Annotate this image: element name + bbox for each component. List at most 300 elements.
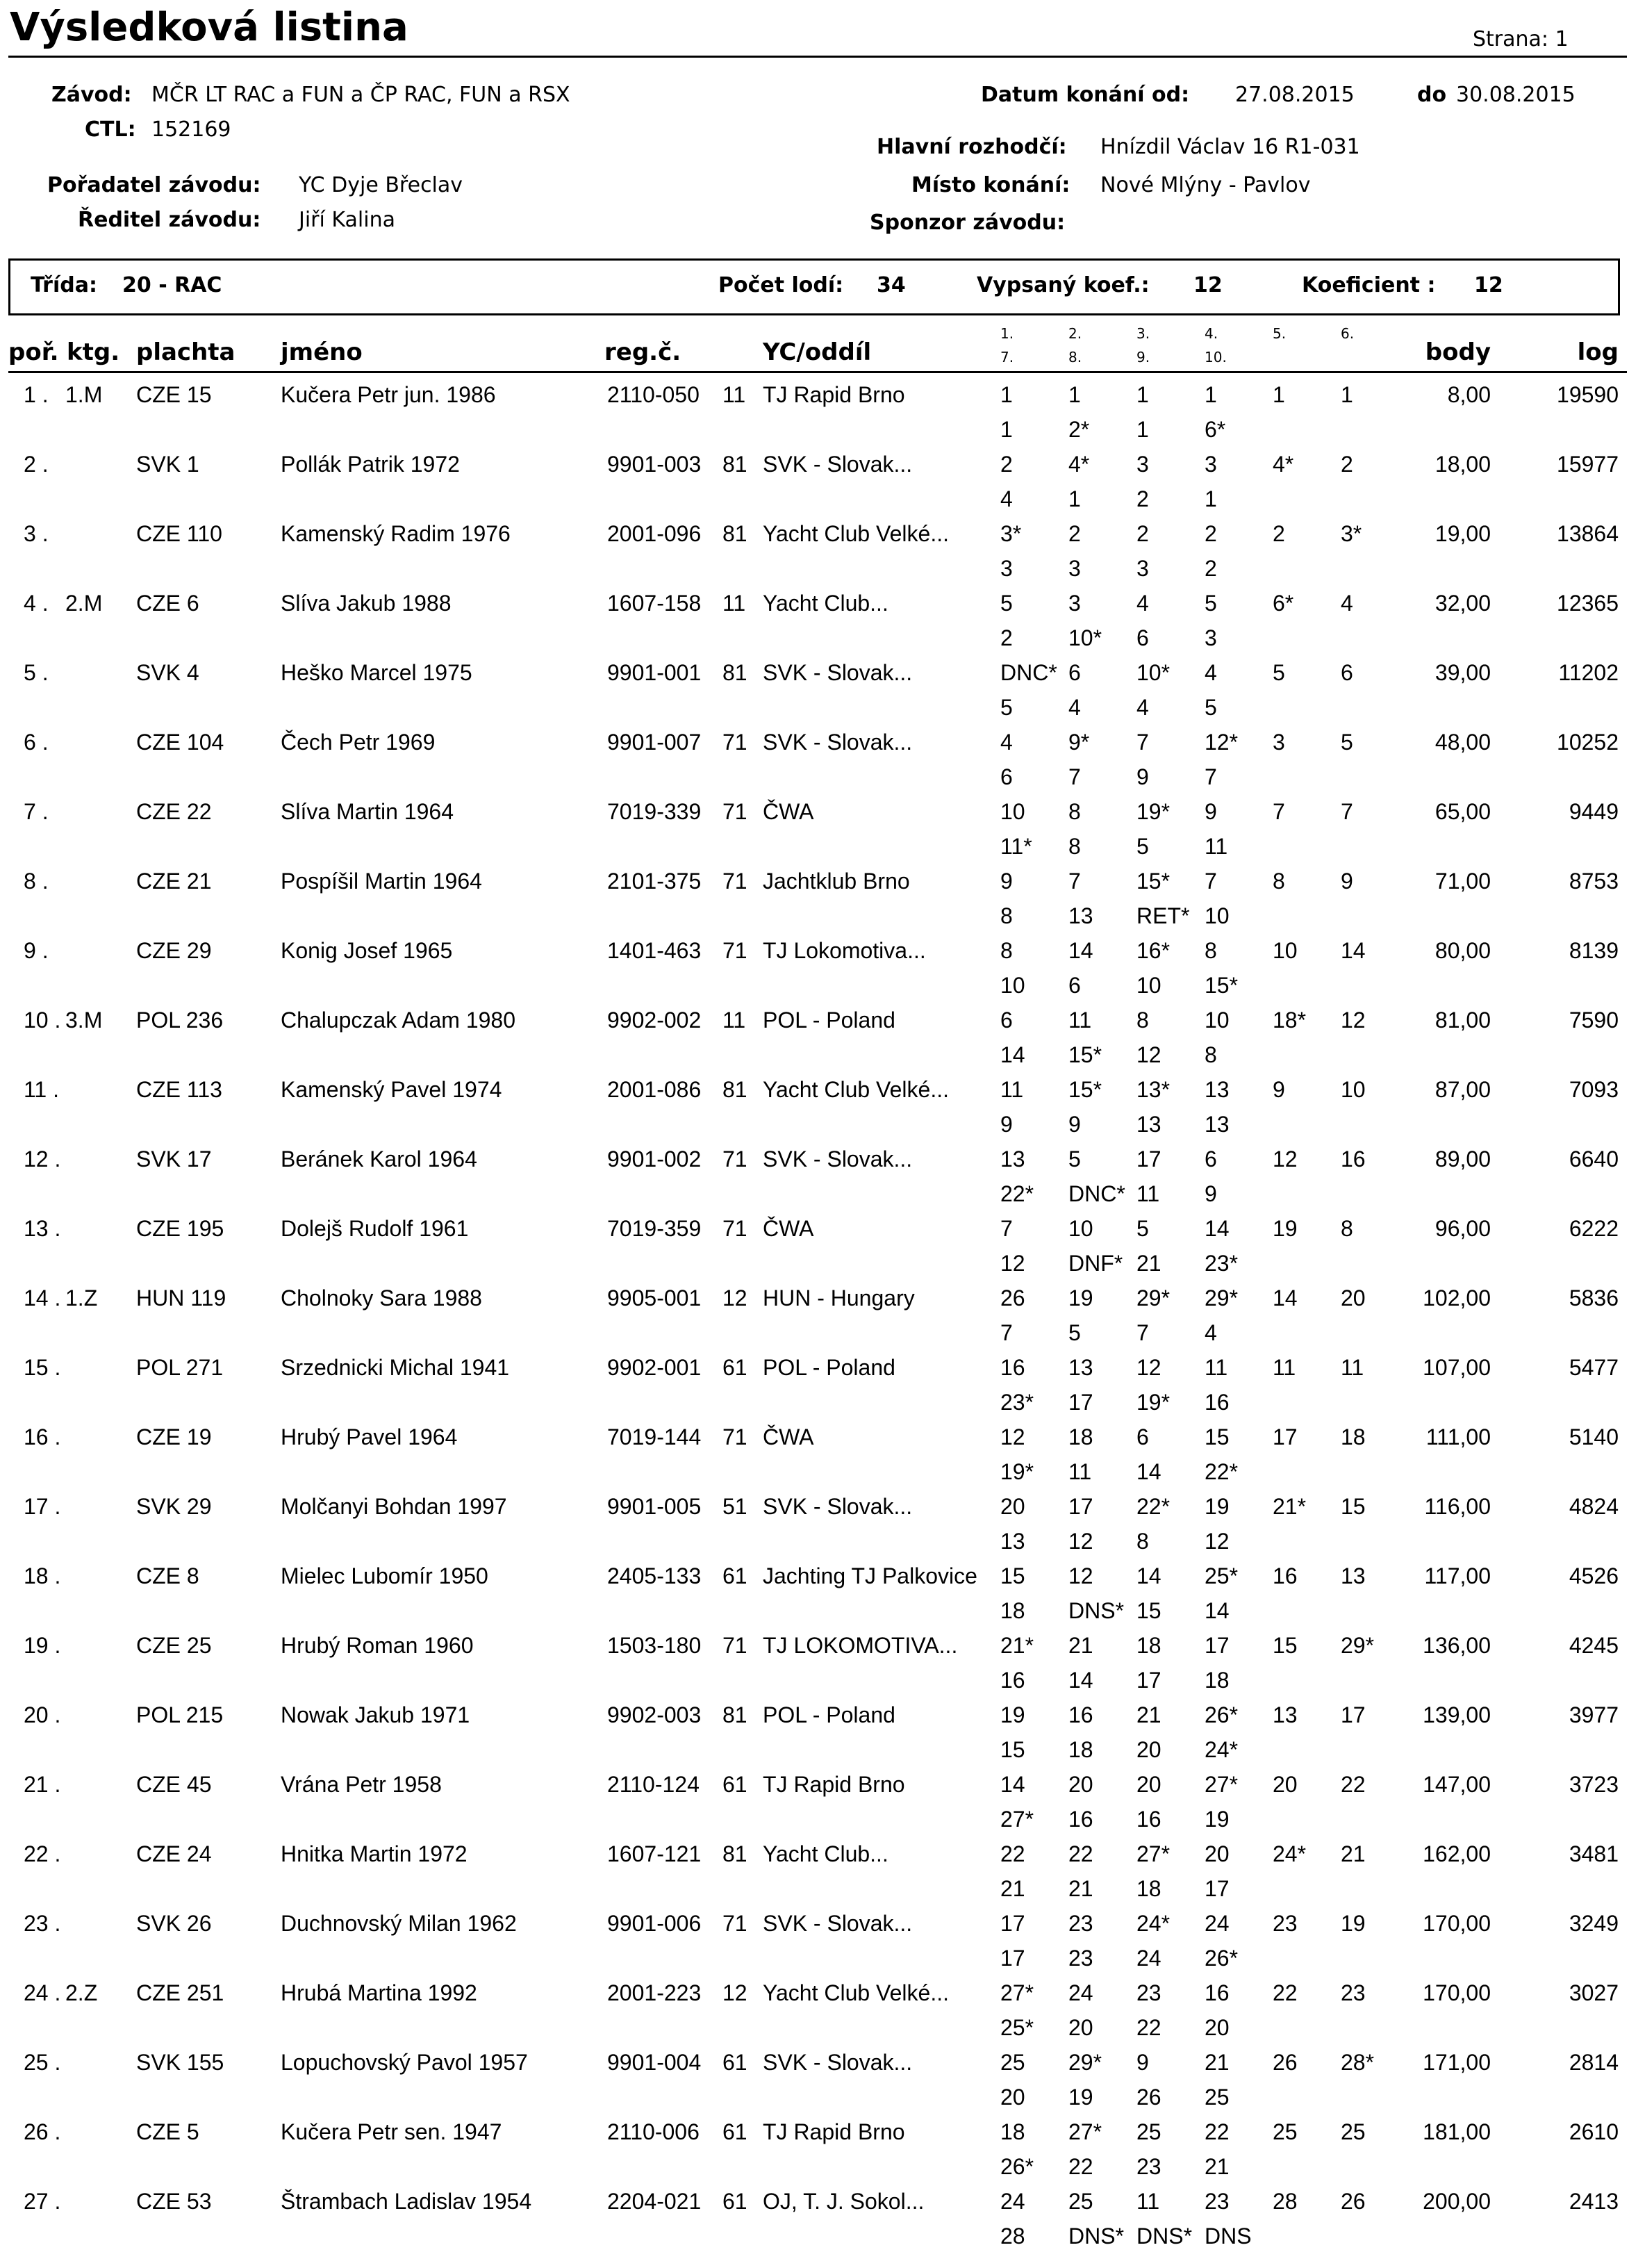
race-result-cell: 21 [1068, 1876, 1093, 1901]
club-code-cell: 81 [722, 1841, 747, 1866]
race-result-cell: 3* [1000, 521, 1022, 546]
club-cell: SVK - Slovak... [763, 660, 913, 685]
race-result-cell: 2 [1000, 452, 1013, 477]
col-header-name: jméno [281, 338, 363, 366]
race-result-cell: 22* [1136, 1494, 1171, 1519]
race-result-cell: 20 [1205, 1841, 1230, 1866]
sail-number-cell: CZE 110 [136, 521, 222, 546]
col-header-club: YC/oddíl [763, 338, 872, 366]
points-cell: 117,00 [1424, 1563, 1491, 1588]
rank-cell: 7 . [24, 799, 49, 824]
race-result-cell: 6* [1273, 591, 1294, 616]
race-result-cell: 29* [1205, 1285, 1239, 1310]
sail-number-cell: CZE 53 [136, 2189, 212, 2214]
sailor-name-cell: Pospíšil Martin 1964 [281, 869, 482, 894]
race-result-cell: 9* [1068, 730, 1090, 755]
sail-number-cell: CZE 5 [136, 2119, 199, 2144]
registration-cell: 7019-339 [607, 799, 702, 824]
registration-cell: 2001-096 [607, 521, 702, 546]
race-result-cell: 5 [1341, 730, 1353, 755]
race-result-cell: 9 [1000, 1112, 1013, 1137]
club-code-cell: 12 [722, 1980, 747, 2005]
race-result-cell: 12 [1341, 1008, 1366, 1033]
rank-cell: 18 . [24, 1563, 61, 1588]
club-cell: TJ Rapid Brno [763, 1772, 905, 1797]
race-result-cell: 13 [1000, 1529, 1025, 1554]
club-code-cell: 71 [722, 938, 747, 963]
registration-cell: 1401-463 [607, 938, 702, 963]
log-cell: 11202 [1558, 660, 1619, 685]
table-row [0, 1495, 1629, 1565]
race-result-cell: 8 [1205, 938, 1217, 963]
race-result-cell: 8 [1136, 1529, 1149, 1554]
race-result-cell: 2 [1136, 521, 1149, 546]
race-result-cell: 12 [1136, 1042, 1161, 1067]
race-result-cell: 11* [1000, 834, 1032, 859]
sailor-name-cell: Kamenský Pavel 1974 [281, 1077, 502, 1102]
table-row [0, 731, 1629, 800]
club-cell: Yacht Club... [763, 1841, 888, 1866]
race-header-1: 1. [1000, 325, 1014, 342]
race-result-cell: 23 [1273, 1911, 1298, 1936]
race-result-cell: 23* [1205, 1251, 1239, 1276]
log-cell: 3977 [1569, 1702, 1619, 1727]
table-row [0, 1565, 1629, 1634]
registration-cell: 9901-006 [607, 1911, 702, 1936]
club-code-cell: 61 [722, 2119, 747, 2144]
club-code-cell: 81 [722, 660, 747, 685]
race-result-cell: 3 [1205, 452, 1217, 477]
table-row [0, 870, 1629, 939]
sail-number-cell: SVK 17 [136, 1147, 212, 1172]
sailor-name-cell: Dolejš Rudolf 1961 [281, 1216, 469, 1241]
datum-do-label: do [1417, 83, 1447, 107]
koef-value: 12 [1474, 273, 1503, 297]
table-row [0, 2121, 1629, 2190]
rank-cell: 16 . [24, 1424, 61, 1449]
race-result-cell: 1 [1068, 486, 1081, 511]
col-header-log: log [1577, 338, 1619, 366]
sail-number-cell: CZE 22 [136, 799, 212, 824]
race-result-cell: 4* [1068, 452, 1090, 477]
race-result-cell: 3 [1068, 591, 1081, 616]
race-result-cell: DNS [1205, 2224, 1252, 2249]
race-result-cell: 23* [1000, 1390, 1034, 1415]
race-header-9: 9. [1136, 349, 1150, 365]
sailor-name-cell: Heško Marcel 1975 [281, 660, 472, 685]
race-result-cell: 21 [1136, 1702, 1161, 1727]
log-cell: 6640 [1569, 1147, 1619, 1172]
race-result-cell: 20 [1273, 1772, 1298, 1797]
race-result-cell: 11 [1341, 1355, 1364, 1380]
log-cell: 9449 [1569, 799, 1619, 824]
race-header-10: 10. [1205, 349, 1227, 365]
table-row [0, 1773, 1629, 1843]
race-result-cell: 27* [1000, 1980, 1034, 2005]
club-code-cell: 61 [722, 2189, 747, 2214]
race-result-cell: 21 [1068, 1633, 1093, 1658]
race-result-cell: 2 [1136, 486, 1149, 511]
race-result-cell: 21 [1341, 1841, 1366, 1866]
log-cell: 7093 [1569, 1077, 1619, 1102]
sail-number-cell: CZE 19 [136, 1424, 212, 1449]
race-result-cell: 15 [1000, 1563, 1025, 1588]
table-row [0, 1287, 1629, 1356]
rank-cell: 10 . [24, 1008, 61, 1033]
sail-number-cell: CZE 25 [136, 1633, 212, 1658]
sail-number-cell: SVK 29 [136, 1494, 212, 1519]
table-row [0, 662, 1629, 731]
race-result-cell: 28 [1000, 2224, 1025, 2249]
club-cell: Jachtklub Brno [763, 869, 910, 894]
race-result-cell: 14 [1000, 1042, 1025, 1067]
club-code-cell: 71 [722, 1424, 747, 1449]
race-result-cell: 12 [1000, 1251, 1025, 1276]
race-result-cell: DNF* [1068, 1251, 1123, 1276]
club-code-cell: 81 [722, 1077, 747, 1102]
vypsany-value: 12 [1193, 273, 1223, 297]
race-result-cell: 7 [1136, 1320, 1149, 1345]
race-result-cell: 26 [1136, 2085, 1161, 2110]
race-result-cell: 29* [1136, 1285, 1171, 1310]
race-result-cell: 8 [1068, 834, 1081, 859]
rank-cell: 5 . [24, 660, 49, 685]
sail-number-cell: CZE 104 [136, 730, 224, 755]
category-cell: 3.M [65, 1008, 103, 1033]
race-result-cell: DNS* [1068, 1598, 1125, 1623]
race-result-cell: 12* [1205, 730, 1239, 755]
club-code-cell: 71 [722, 1216, 747, 1241]
race-result-cell: 17 [1000, 1946, 1025, 1971]
race-header-4: 4. [1205, 325, 1218, 342]
table-row [0, 800, 1629, 870]
race-result-cell: 18 [1068, 1737, 1093, 1762]
rank-cell: 17 . [24, 1494, 61, 1519]
race-result-cell: 11 [1068, 1459, 1092, 1484]
koef-label: Koeficient : [1302, 273, 1436, 297]
document-title: Výsledková listina [10, 5, 408, 50]
sail-number-cell: POL 271 [136, 1355, 224, 1380]
race-result-cell: 2 [1341, 452, 1353, 477]
race-result-cell: 19 [1341, 1911, 1366, 1936]
table-row [0, 1078, 1629, 1148]
rank-cell: 4 . [24, 591, 49, 616]
category-cell: 2.Z [65, 1980, 98, 2005]
race-result-cell: 4 [1136, 591, 1149, 616]
title-rule [8, 56, 1627, 58]
race-result-cell: 13 [1068, 903, 1093, 928]
table-row [0, 1426, 1629, 1495]
race-result-cell: 10 [1205, 1008, 1230, 1033]
registration-cell: 9901-004 [607, 2050, 702, 2075]
sailor-name-cell: Čech Petr 1969 [281, 730, 436, 755]
table-row [0, 592, 1629, 662]
points-cell: 8,00 [1447, 382, 1491, 407]
club-code-cell: 71 [722, 869, 747, 894]
race-result-cell: 21 [1000, 1876, 1025, 1901]
sailor-name-cell: Cholnoky Sara 1988 [281, 1285, 482, 1310]
sail-number-cell: CZE 15 [136, 382, 212, 407]
log-cell: 3249 [1569, 1911, 1619, 1936]
page-number: Strana: 1 [1473, 27, 1569, 51]
rank-cell: 2 . [24, 452, 49, 477]
registration-cell: 9902-003 [607, 1702, 702, 1727]
rank-cell: 24 . [24, 1980, 61, 2005]
sail-number-cell: CZE 251 [136, 1980, 224, 2005]
race-result-cell: 9 [1205, 799, 1217, 824]
race-result-cell: 13 [1068, 1355, 1093, 1380]
race-result-cell: 14 [1068, 1668, 1093, 1693]
rank-cell: 6 . [24, 730, 49, 755]
race-result-cell: 19 [1000, 1702, 1025, 1727]
club-code-cell: 81 [722, 1702, 747, 1727]
club-code-cell: 71 [722, 1911, 747, 1936]
ctl-value: 152169 [151, 117, 231, 142]
race-result-cell: 17 [1136, 1147, 1161, 1172]
race-result-cell: 7 [1341, 799, 1353, 824]
race-result-cell: 5 [1000, 591, 1013, 616]
table-row [0, 1148, 1629, 1217]
sailor-name-cell: Molčanyi Bohdan 1997 [281, 1494, 507, 1519]
log-cell: 15977 [1557, 452, 1619, 477]
race-result-cell: 20 [1068, 1772, 1093, 1797]
table-row [0, 453, 1629, 523]
category-cell: 1.Z [65, 1285, 98, 1310]
points-cell: 162,00 [1423, 1841, 1491, 1866]
race-result-cell: 5 [1068, 1320, 1081, 1345]
log-cell: 4824 [1569, 1494, 1619, 1519]
rank-cell: 11 . [24, 1077, 59, 1102]
race-result-cell: 13 [1205, 1077, 1230, 1102]
misto-value: Nové Mlýny - Pavlov [1100, 173, 1311, 197]
race-result-cell: 10 [1341, 1077, 1366, 1102]
sailor-name-cell: Kučera Petr sen. 1947 [281, 2119, 502, 2144]
race-result-cell: 10 [1068, 1216, 1093, 1241]
race-result-cell: 16 [1273, 1563, 1298, 1588]
race-result-cell: 11 [1068, 1008, 1092, 1033]
race-result-cell: 15* [1205, 973, 1239, 998]
race-result-cell: 18 [1068, 1424, 1093, 1449]
sail-number-cell: CZE 24 [136, 1841, 212, 1866]
race-result-cell: DNC* [1000, 660, 1057, 685]
club-cell: POL - Poland [763, 1702, 895, 1727]
race-result-cell: 6 [1068, 973, 1081, 998]
race-result-cell: 7 [1205, 869, 1217, 894]
race-result-cell: 6 [1000, 764, 1013, 789]
race-result-cell: RET* [1136, 903, 1190, 928]
club-cell: SVK - Slovak... [763, 1494, 913, 1519]
race-result-cell: 14 [1341, 938, 1366, 963]
race-result-cell: 8 [1000, 903, 1013, 928]
club-cell: TJ Lokomotiva... [763, 938, 926, 963]
sailor-name-cell: Mielec Lubomír 1950 [281, 1563, 488, 1588]
race-result-cell: 18 [1136, 1876, 1161, 1901]
reditel-label: Ředitel závodu: [78, 208, 261, 232]
race-result-cell: 14 [1205, 1598, 1230, 1623]
registration-cell: 2204-021 [607, 2189, 702, 2214]
race-result-cell: 11 [1136, 2189, 1160, 2214]
race-result-cell: 22 [1273, 1980, 1298, 2005]
rank-cell: 19 . [24, 1633, 61, 1658]
race-result-cell: 9 [1205, 1181, 1217, 1206]
log-cell: 5477 [1569, 1355, 1619, 1380]
sailor-name-cell: Lopuchovský Pavol 1957 [281, 2050, 528, 2075]
rank-cell: 22 . [24, 1841, 61, 1866]
race-result-cell: 18 [1000, 2119, 1025, 2144]
table-row [0, 1704, 1629, 1773]
log-cell: 5140 [1569, 1424, 1619, 1449]
sailor-name-cell: Slíva Jakub 1988 [281, 591, 452, 616]
race-result-cell: 19* [1136, 799, 1171, 824]
rozhodci-label: Hlavní rozhodčí: [877, 135, 1067, 159]
club-code-cell: 71 [722, 1147, 747, 1172]
race-result-cell: 13* [1136, 1077, 1171, 1102]
pocet-value: 34 [877, 273, 906, 297]
race-result-cell: 2 [1068, 521, 1081, 546]
race-result-cell: 7 [1000, 1320, 1013, 1345]
points-cell: 171,00 [1423, 2050, 1491, 2075]
race-result-cell: 25 [1205, 2085, 1230, 2110]
race-result-cell: 18 [1000, 1598, 1025, 1623]
rank-cell: 26 . [24, 2119, 61, 2144]
race-result-cell: 3 [1205, 625, 1217, 650]
log-cell: 2413 [1569, 2189, 1619, 2214]
points-cell: 200,00 [1423, 2189, 1491, 2214]
race-result-cell: 15* [1068, 1042, 1102, 1067]
club-code-cell: 12 [722, 1285, 747, 1310]
table-row [0, 1634, 1629, 1704]
race-result-cell: 16* [1136, 938, 1171, 963]
race-result-cell: 17 [1068, 1494, 1093, 1519]
race-result-cell: 6 [1341, 660, 1353, 685]
registration-cell: 2110-124 [607, 1772, 700, 1797]
race-result-cell: 19* [1136, 1390, 1171, 1415]
race-header-3: 3. [1136, 325, 1150, 342]
race-header-8: 8. [1068, 349, 1082, 365]
race-result-cell: 14 [1068, 938, 1093, 963]
vypsany-label: Vypsaný koef.: [977, 273, 1150, 297]
datum-label: Datum konání od: [981, 83, 1190, 107]
sailor-name-cell: Vrána Petr 1958 [281, 1772, 442, 1797]
race-result-cell: 26* [1000, 2154, 1034, 2179]
race-result-cell: 3 [1273, 730, 1285, 755]
race-result-cell: 14 [1273, 1285, 1298, 1310]
sailor-name-cell: Kučera Petr jun. 1986 [281, 382, 496, 407]
race-result-cell: 11 [1136, 1181, 1160, 1206]
sailor-name-cell: Nowak Jakub 1971 [281, 1702, 470, 1727]
race-result-cell: 1 [1205, 486, 1217, 511]
race-result-cell: 10 [1273, 938, 1298, 963]
registration-cell: 7019-144 [607, 1424, 702, 1449]
race-result-cell: 13 [1341, 1563, 1366, 1588]
sailor-name-cell: Hrubý Pavel 1964 [281, 1424, 458, 1449]
club-cell: TJ Rapid Brno [763, 2119, 905, 2144]
race-result-cell: 21 [1205, 2050, 1230, 2075]
race-result-cell: 8 [1273, 869, 1285, 894]
race-result-cell: 7 [1000, 1216, 1013, 1241]
race-result-cell: 24* [1273, 1841, 1307, 1866]
category-cell: 1.M [65, 382, 103, 407]
race-result-cell: 13 [1136, 1112, 1161, 1137]
race-result-cell: 16 [1136, 1807, 1161, 1832]
log-cell: 6222 [1569, 1216, 1619, 1241]
club-cell: TJ LOKOMOTIVA... [763, 1633, 958, 1658]
poradatel-value: YC Dyje Břeclav [299, 173, 463, 197]
points-cell: 80,00 [1434, 938, 1491, 963]
race-result-cell: 1 [1136, 417, 1149, 442]
race-result-cell: 22* [1205, 1459, 1239, 1484]
registration-cell: 1607-158 [607, 591, 702, 616]
race-result-cell: 21 [1205, 2154, 1230, 2179]
table-row [0, 1843, 1629, 1912]
club-cell: TJ Rapid Brno [763, 382, 905, 407]
log-cell: 2610 [1569, 2119, 1619, 2144]
log-cell: 7590 [1569, 1008, 1619, 1033]
race-result-cell: 24* [1205, 1737, 1239, 1762]
race-result-cell: 8 [1341, 1216, 1353, 1241]
race-result-cell: 3* [1341, 521, 1362, 546]
race-result-cell: 8 [1000, 938, 1013, 963]
race-result-cell: 29* [1341, 1633, 1375, 1658]
club-cell: HUN - Hungary [763, 1285, 915, 1310]
rank-cell: 21 . [24, 1772, 61, 1797]
race-result-cell: 16 [1205, 1980, 1230, 2005]
race-result-cell: 23 [1136, 1980, 1161, 2005]
points-cell: 81,00 [1434, 1008, 1491, 1033]
log-cell: 8753 [1569, 869, 1619, 894]
race-result-cell: 14 [1136, 1563, 1161, 1588]
rank-cell: 3 . [24, 521, 49, 546]
race-result-cell: 17 [1136, 1668, 1161, 1693]
race-result-cell: 19 [1068, 1285, 1093, 1310]
sail-number-cell: CZE 45 [136, 1772, 212, 1797]
race-result-cell: 13 [1273, 1702, 1298, 1727]
race-result-cell: 26* [1205, 1946, 1239, 1971]
registration-cell: 9901-001 [607, 660, 702, 685]
club-code-cell: 11 [722, 1008, 746, 1033]
race-result-cell: 25 [1273, 2119, 1298, 2144]
rank-cell: 1 . [24, 382, 49, 407]
club-cell: POL - Poland [763, 1355, 895, 1380]
sailor-name-cell: Srzednicki Michal 1941 [281, 1355, 510, 1380]
club-cell: Jachting TJ Palkovice [763, 1563, 977, 1588]
race-result-cell: 15 [1000, 1737, 1025, 1762]
race-result-cell: 6* [1205, 417, 1226, 442]
race-result-cell: 1 [1000, 382, 1013, 407]
club-code-cell: 71 [722, 799, 747, 824]
sail-number-cell: CZE 21 [136, 869, 212, 894]
club-code-cell: 81 [722, 521, 747, 546]
race-result-cell: 5 [1000, 695, 1013, 720]
race-result-cell: 24 [1068, 1980, 1093, 2005]
sailor-name-cell: Hnitka Martin 1972 [281, 1841, 468, 1866]
table-row [0, 1912, 1629, 1982]
log-cell: 3481 [1569, 1841, 1619, 1866]
points-cell: 71,00 [1434, 869, 1491, 894]
race-result-cell: 15 [1205, 1424, 1230, 1449]
club-cell: Yacht Club... [763, 591, 888, 616]
datum-to: 30.08.2015 [1456, 83, 1576, 107]
points-cell: 170,00 [1423, 1980, 1491, 2005]
race-result-cell: 8 [1205, 1042, 1217, 1067]
registration-cell: 9901-007 [607, 730, 702, 755]
sail-number-cell: CZE 8 [136, 1563, 199, 1588]
race-result-cell: 20 [1000, 2085, 1025, 2110]
sail-number-cell: CZE 6 [136, 591, 199, 616]
registration-cell: 2001-223 [607, 1980, 702, 2005]
race-result-cell: 23 [1136, 2154, 1161, 2179]
race-header-5: 5. [1273, 325, 1287, 342]
